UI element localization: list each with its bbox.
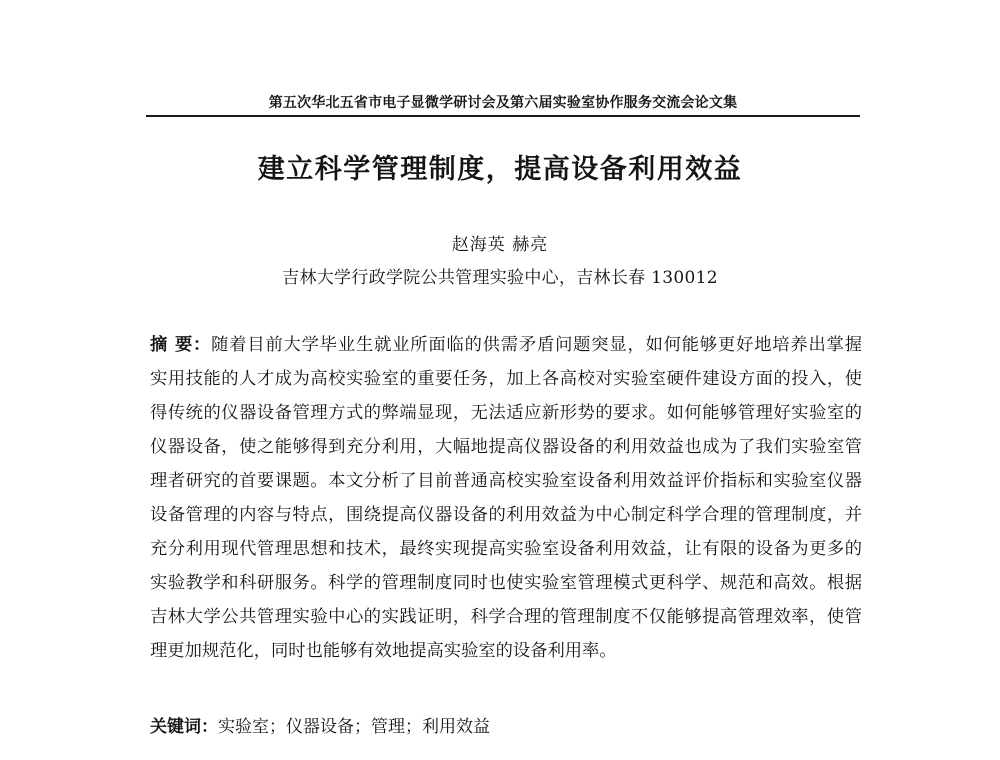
abstract-line-3: 得传统的仪器设备管理方式的弊端显现，无法适应新形势的要求。如何能够管理好实验室的 xyxy=(150,403,862,423)
abstract-text: 随着目前大学毕业生就业所面临的供需矛盾问题突显，如何能够更好地培养出掌握 xyxy=(211,335,862,355)
abstract-line-2: 实用技能的人才成为高校实验室的重要任务，加上各高校对实验室硬件建设方面的投入，使 xyxy=(150,369,862,389)
abstract-line-1 xyxy=(150,328,862,362)
abstract-line-10: 理更加规范化，同时也能够有效地提高实验室的设备利用率。 xyxy=(150,641,617,661)
abstract-line-8: 实验教学和科研服务。科学的管理制度同时也使实验室管理模式更科学、规范和高效。根据 xyxy=(150,573,862,593)
abstract-line-5: 理者研究的首要课题。本文分析了目前普通高校实验室设备利用效益评价指标和实验室仪器 xyxy=(150,471,862,491)
abstract-line-6: 设备管理的内容与特点，围绕提高仪器设备的利用效益为中心制定科学合理的管理制度，并 xyxy=(150,505,862,525)
abstract xyxy=(150,328,862,668)
abstract-line-7: 充分利用现代管理思想和技术，最终实现提高实验室设备利用效益，让有限的设备为更多的 xyxy=(150,539,862,559)
header-rule xyxy=(146,115,860,117)
abstract-line-9: 吉林大学公共管理实验中心的实践证明，科学合理的管理制度不仅能够提高管理效率，使管 xyxy=(150,607,862,627)
abstract-line-4: 仪器设备，使之能够得到充分利用，大幅地提高仪器设备的利用效益也成为了我们实验室管 xyxy=(150,437,862,457)
abstract-label: 摘 要： xyxy=(150,335,212,355)
keywords xyxy=(150,712,862,737)
paper-authors: 赵海英 赫亮 xyxy=(451,235,549,255)
proceedings-header: 第五次华北五省市电子显微学研讨会及第六届实验室协作服务交流会论文集 xyxy=(268,95,738,111)
paper-title: 建立科学管理制度，提高设备利用效益 xyxy=(257,154,743,185)
keywords-label: 关键词： xyxy=(150,717,218,737)
keywords-list: 实验室；仪器设备；管理；利用效益 xyxy=(218,717,490,737)
paper-affiliation: 吉林大学行政学院公共管理实验中心，吉林长春 130012 xyxy=(282,268,718,288)
